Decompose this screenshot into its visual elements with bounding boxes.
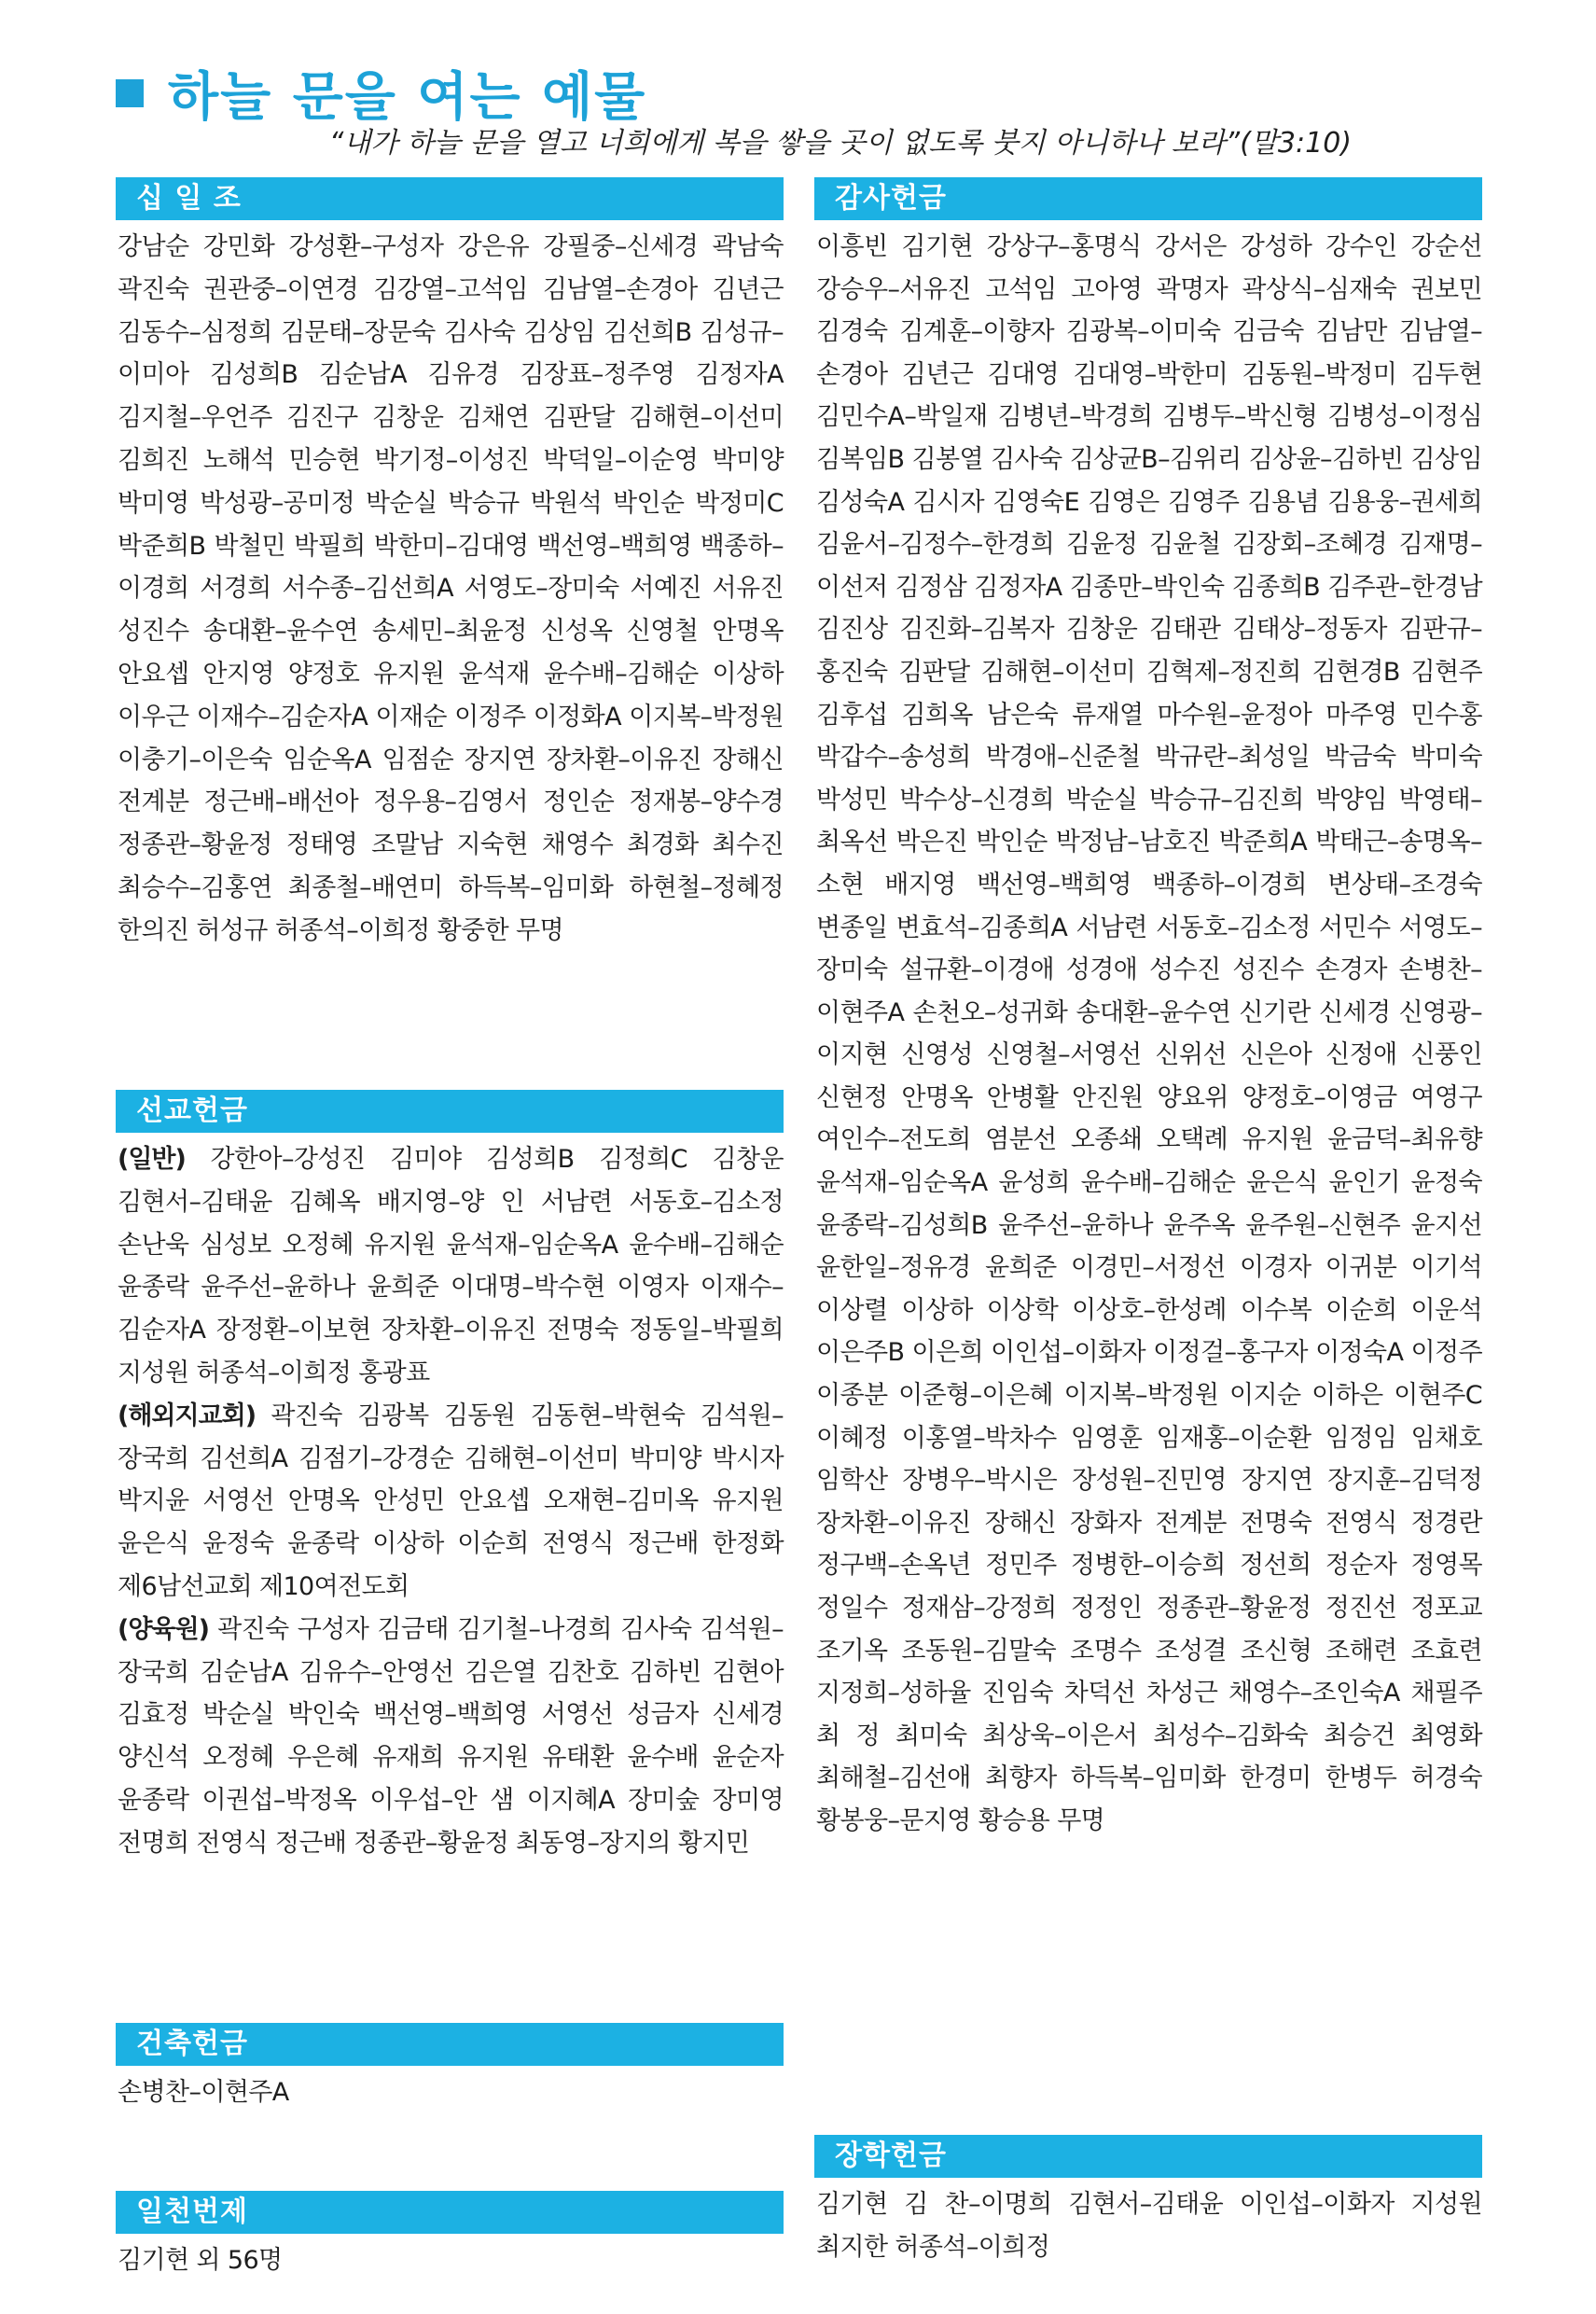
section-title-thanksgiving: 감사헌금 (814, 177, 1482, 220)
section-title-building: 건축헌금 (116, 2023, 784, 2066)
title-square-icon (116, 79, 144, 107)
mission-group-tag: (해외지교회) (118, 1401, 257, 1430)
section-building (116, 2023, 784, 2114)
mission-group-tag: (일반) (118, 1145, 186, 1174)
mission-group-general (118, 1138, 784, 1395)
mission-group-text: 강한아–강성진 김미야 김성희B 김정희C 김창운 김현서–김태윤 김혜옥 배지영–양 인 서남련 서동호–김소정 손난욱 심성보 오정혜 유지원 윤석재–임순옥A 윤수배–김해순 윤종락 윤주선–윤하나 윤희준 이대명–박수현 이영자 이재수–김순자A 장정환–이보현 장차환–이유진 전명숙 정동일–박필희 지성원 허종석–이희정 홍광표 (118, 1145, 784, 1387)
mission-group-overseas (118, 1395, 784, 1609)
section-title-mission: 선교헌금 (116, 1090, 784, 1133)
section-mission (116, 1090, 784, 1865)
mission-names (116, 1138, 784, 1865)
tithe-names: 강남순 강민화 강성환–구성자 강은유 강필중–신세경 곽남숙 곽진숙 권관중–이연경 김강열–고석임 김남열–손경아 김년근 김동수–심정희 김문태–장문숙 김사숙 김상임 김선희B 김성규–이미아 김성희B 김순남A 김유경 김장표–정주영 김정자A 김지철–우언주 김진구 김창운 김채연 김판달 김해현–이선미 김희진 노해석 민승현 박기정–이성진 박덕일–이순영 박미양 박미영 박성광–공미정 박순실 박승규 박원석 박인순 박정미C 박준희B 박철민 박필희 박한미–김대영 백선영–백희영 백종하–이경희 서경희 서수종–김선희A 서영도–장미숙 서예진 서유진 성진수 송대환–윤수연 송세민–최윤정 신성옥 신영철 안명옥 안요셉 안지영 양정호 유지원 윤석재 윤수배–김해순 이상하 이우근 이재수–김순자A 이재순 이정주 이정화A 이지복–박정원 이충기–이은숙 임순옥A 임점순 장지연 장차환–이유진 장해신 전계분 정근배–배선아 정우용–김영서 정인순 정재봉–양수경 정종관–황윤정 정태영 조말남 지숙현 채영수 최경화 최수진 최승수–김홍연 최종철–배연미 하득복–임미화 하현철–정혜정 한의진 허성규 허종석–이희정 황중한 무명 (118, 232, 784, 945)
section-title-tithe: 십 일 조 (116, 177, 784, 220)
mission-group-text: 곽진숙 구성자 김금태 김기철–나경희 김사숙 김석원–장국희 김순남A 김유수–안영선 김은열 김찬호 김하빈 김현아 김효정 박순실 박인숙 백선영–백희영 서영선 성금자 신세경 양신석 오정혜 우은혜 유재희 유지원 유태환 윤수배 윤순자 윤종락 이권섭–박정옥 이우섭–안 샘 이지혜A 장미숲 장미영 전명희 전영식 정근배 정종관–황윤정 최동영–장지의 황지민 (118, 1614, 784, 1858)
section-thousand-offering (116, 2191, 784, 2282)
section-title-scholarship: 장학헌금 (814, 2135, 1482, 2178)
mission-group-text: 곽진숙 김광복 김동원 김동현–박현숙 김석원–장국희 김선희A 김점기–강경순 김해현–이선미 박미양 박시자 박지윤 서영선 안명옥 안성민 안요셉 오재현–김미옥 유지원 윤은식 윤정숙 윤종락 이상하 이순희 전영식 정근배 한정화 제6남선교회 제10여전도회 (118, 1401, 784, 1601)
section-title-thousand-offering: 일천번제 (116, 2191, 784, 2234)
mission-group-tag: (양육원) (118, 1614, 209, 1644)
mission-group-orphanage (118, 1609, 784, 1865)
section-tithe (116, 177, 784, 953)
section-scholarship (814, 2135, 1482, 2268)
building-names: 손병찬–이현주A (118, 2078, 289, 2107)
bible-verse: “내가 하늘 문을 열고 너희에게 복을 쌓을 곳이 없도록 붓지 아니하나 보라”(말3:10) (328, 127, 1352, 160)
section-thanksgiving (814, 177, 1482, 1843)
thousand-offering-names: 김기현 외 56명 (118, 2246, 283, 2275)
thanksgiving-names: 이흥빈 김기현 강상구–홍명식 강서은 강성하 강수인 강순선 강승우–서유진 고석임 고아영 곽명자 곽상식–심재숙 권보민 김경숙 김계훈–이향자 김광복–이미숙 김금숙 김남만 김남열–손경아 김년근 김대영 김대영–박한미 김동원–박정미 김두현 김민수A–박일재 김병년–박경희 김병두–박신형 김병성–이정심 김복임B 김봉열 김사숙 김상균B–김위리 김상윤–김하빈 김상임 김성숙A 김시자 김영숙E 김영은 김영주 김용념 김용웅–권세희 김윤서–김정수–한경희 김윤정 김윤철 김장회–조혜경 김재명–이선저 김정삼 김정자A 김종만–박인숙 김종희B 김주관–한경남 김진상 김진화–김복자 김창운 김태관 김태상–정동자 김판규–홍진숙 김판달 김해현–이선미 김혁제–정진희 김현경B 김현주 김후섭 김희옥 남은숙 류재열 마수원–윤정아 마주영 민수홍 박갑수–송성희 박경애–신준철 박규란–최성일 박금숙 박미숙 박성민 박수상–신경희 박순실 박승규–김진희 박양임 박영태–최옥선 박은진 박인순 박정남–남호진 박준희A 박태근–송명옥–소현 배지영 백선영–백희영 백종하–이경희 변상태–조경숙 변종일 변효석–김종희A 서남련 서동호–김소정 서민수 서영도–장미숙 설규환–이경애 성경애 성수진 성진수 손경자 손병찬–이현주A 손천오–성귀화 송대환–윤수연 신기란 신세경 신영광–이지현 신영성 신영철–서영선 신위선 신은아 신정애 신풍인 신현정 안명옥 안병활 안진원 양요위 양정호–이영금 여영구 여인수–전도희 염분선 오종쇄 오택례 유지원 윤금덕–최유향 윤석재–임순옥A 윤성희 윤수배–김해순 윤은식 윤인기 윤정숙 윤종락–김성희B 윤주선–윤하나 윤주옥 윤주원–신현주 윤지선 윤한일–정유경 윤희준 이경민–서정선 이경자 이귀분 이기석 이상렬 이상하 이상학 이상호–한성례 이수복 이순희 이운석 이은주B 이은희 이인섭–이화자 이정걸–홍구자 이정숙A 이정주 이종분 이준형–이은혜 이지복–박정원 이지순 이하은 이현주C 이혜정 이홍열–박차수 임영훈 임재홍–이순환 임정임 임채호 임학산 장병우–박시은 장성원–진민영 장지연 장지훈–김덕정 장차환–이유진 장해신 장화자 전계분 전명숙 전영식 정경란 정구백–손옥년 정민주 정병한–이승희 정선희 정순자 정영목 정일수 정재삼–강정희 정정인 정종관–황윤정 정진선 정포교 조기옥 조동원–김말숙 조명수 조성결 조신형 조해련 조효련 지정희–성하율 진임숙 차덕선 차성근 채영수–조인숙A 채필주 최 정 최미숙 최상욱–이은서 최성수–김화숙 최승건 최영화 최해철–김선애 최향자 하득복–임미화 한경미 한병두 허경숙 황봉웅–문지영 황승용 무명 (816, 232, 1482, 1835)
page-title: 하늘 문을 여는 예물 (168, 67, 647, 128)
scholarship-names: 김기현 김 찬–이명희 김현서–김태윤 이인섭–이화자 지성원 최지한 허종석–이희정 (816, 2190, 1482, 2262)
